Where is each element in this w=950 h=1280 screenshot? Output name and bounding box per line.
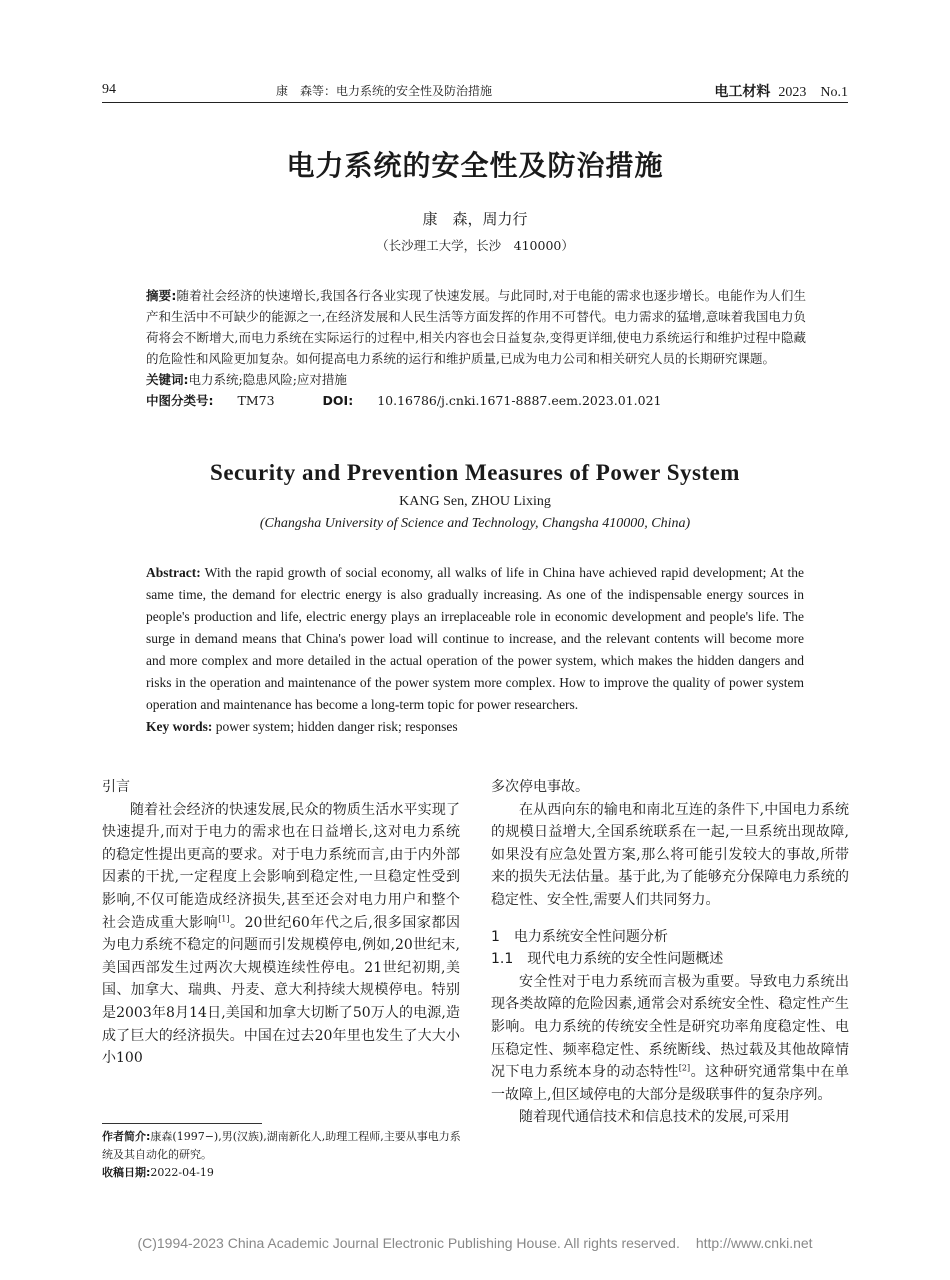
abstract-en-label: Abstract: xyxy=(146,565,201,580)
section-1-1-heading xyxy=(491,948,849,971)
doi xyxy=(323,393,686,408)
intro-p1-part-b: 。20世纪60年代之后,很多国家都因为电力系统不稳定的问题而引发规模停电,例如,20世纪末,美国西部发生过两次大规模连续性停电。21世纪初期,美国、加拿大、瑞典、丹麦、意大利持续大规模停电。特别是2003年8月14日,美国和加拿大切断了50万人的电源,造成了巨大的经济损失。中国在过去20年里也发生了大大小小100 xyxy=(102,914,460,1067)
intro-heading: 引言 xyxy=(102,779,130,795)
clc-label: 中图分类号: xyxy=(146,393,214,408)
abstract-en-body: With the rapid growth of social economy, all walks of life in China have achieved rapid development; At the same time, the demand for electric energy is also gradually increasing. As one of the indispensable energy sources in people's production and life, electric energy plays an irreplaceable role in economic development and people's life. The surge in demand means that China's power load will continue to increase, and the relevant contents will become more and more complex and more detailed in the actual operation of the power system, which makes the hidden dangers and risks in the operation and maintenance of the power system more complex. How to improve the quality of power system operation and maintenance has become a long-term topic for power researchers. xyxy=(146,565,804,712)
section-1-1-title: 现代电力系统的安全性问题概述 xyxy=(527,951,724,968)
copyright-text: (C)1994-2023 China Academic Journal Electronic Publishing House. All rights reserved. xyxy=(137,1235,680,1251)
title-cn: 电力系统的安全性及防治措施 xyxy=(286,149,664,182)
abstract-cn-body: 随着社会经济的快速增长,我国各行各业实现了快速发展。与此同时,对于电能的需求也逐步增长。电能作为人们生产和生活中不可缺少的能源之一,在经济发展和人民生活等方面发挥的作用不可替代。电力需求的猛增,意味着我国电力负荷将会不断增大,而电力系统在实际运行的过程中,相关内容也会日益复杂,变得更详细,使电力系统运行和维护过程中隐藏的危险性和风险更加复杂。如何提高电力系统的运行和维护质量,已成为电力公司和相关研究人员的长期研究课题。 xyxy=(146,288,806,366)
page-number: 94 xyxy=(102,82,116,97)
abstract-en xyxy=(146,562,804,738)
sec11-p1-part-a: 安全性对于电力系统而言极为重要。导致电力系统出现各类故障的危险因素,通常会对系统安全性、稳定性产生影响。电力系统的传统安全性是研究功率角度稳定性、电压稳定性、频率稳定性、系统断线、热过载及其他故障情况下电力系统本身的动态特性 xyxy=(491,973,849,1081)
citation-2: [2] xyxy=(678,1063,691,1073)
abstract-en-text xyxy=(146,562,804,716)
running-title: 康 森等：电力系统的安全性及防治措施 xyxy=(276,84,493,98)
section-1-1-paragraph-1 xyxy=(491,971,849,1107)
authors-en: KANG Sen, ZHOU Lixing xyxy=(399,494,551,509)
title-en: Security and Prevention Measures of Power System xyxy=(210,460,740,485)
abstract-cn xyxy=(146,285,806,411)
clc-doi-row xyxy=(146,390,806,411)
section-1-number: 1 xyxy=(491,928,500,945)
doi-value: 10.16786/j.cnki.1671-8887.eem.2023.01.021 xyxy=(377,393,662,408)
journal-info xyxy=(714,81,848,101)
intro-p1-part-a: 随着社会经济的快速发展,民众的物质生活水平实现了快速提升,而对于电力的需求也在日益增长,这对电力系统的稳定性提出更高的要求。对于电力系统而言,由于内外部因素的干扰,一定程度上会影响到稳定性,一旦稳定性受到影响,不仅可能造成经济损失,甚至还会对电力用户和整个社会造成重大影响 xyxy=(102,801,460,931)
body-column-right xyxy=(491,776,849,1129)
sec11-p1-part-b: 。这种研究通常集中在单一故障上,但区域停电的大部分是级联事件的复杂序列。 xyxy=(491,1064,850,1103)
author-bio xyxy=(102,1128,464,1164)
abstract-cn-text xyxy=(146,285,806,369)
citation-1: [1] xyxy=(218,913,230,923)
section-1-heading xyxy=(491,926,849,949)
year-issue: 2023 No.1 xyxy=(778,85,848,100)
intro-continuation: 多次停电事故。 xyxy=(491,779,589,795)
affiliation-en: (Changsha University of Science and Technology, Changsha 410000, China) xyxy=(259,516,691,531)
clc xyxy=(146,393,299,408)
received-date xyxy=(102,1164,464,1182)
section-1-1-paragraph-2: 随着现代通信技术和信息技术的发展,可采用 xyxy=(519,1109,790,1126)
received-date-label: 收稿日期: xyxy=(102,1166,151,1179)
intro-paragraph-2: 在从西向东的输电和南北互连的条件下,中国电力系统的规模日益增大,全国系统联系在一起,一旦系统出现故障,如果没有应急处置方案,那么将可能引发较大的事故,所带来的损失无法估量。基于此,为了能够充分保障电力系统的稳定性、安全性,需要人们共同努力。 xyxy=(491,801,849,908)
section-1-1-number: 1.1 xyxy=(491,951,514,968)
affiliation-cn: （长沙理工大学，长沙 410000） xyxy=(376,238,574,253)
received-date-value: 2022-04-19 xyxy=(150,1166,214,1179)
keywords-cn-label: 关键词: xyxy=(146,372,189,387)
footnote xyxy=(102,1128,464,1182)
page-header xyxy=(102,80,848,103)
journal-name: 电工材料 xyxy=(714,84,771,100)
keywords-en xyxy=(146,716,804,738)
author-bio-text: 康森(1997−),男(汉族),湖南新化人,助理工程师,主要从事电力系统及其自动化的研究。 xyxy=(102,1130,461,1161)
copyright-line xyxy=(0,1235,950,1251)
body-column-left xyxy=(102,776,460,1070)
doi-label: DOI: xyxy=(322,393,354,408)
section-1-title: 电力系统安全性问题分析 xyxy=(513,928,668,945)
author-bio-label: 作者简介: xyxy=(102,1130,151,1143)
keywords-cn-value: 电力系统;隐患风险;应对措施 xyxy=(188,372,347,387)
footnote-rule xyxy=(102,1123,262,1124)
keywords-cn xyxy=(146,369,806,390)
clc-value: TM73 xyxy=(237,393,275,408)
keywords-en-label: Key words: xyxy=(146,719,213,734)
intro-paragraph-1 xyxy=(102,799,460,1070)
cnki-link[interactable]: http://www.cnki.net xyxy=(695,1235,813,1251)
keywords-en-value: power system; hidden danger risk; responses xyxy=(215,719,458,734)
authors-cn: 康 森，周力行 xyxy=(422,210,528,228)
abstract-cn-label: 摘要: xyxy=(146,288,177,303)
